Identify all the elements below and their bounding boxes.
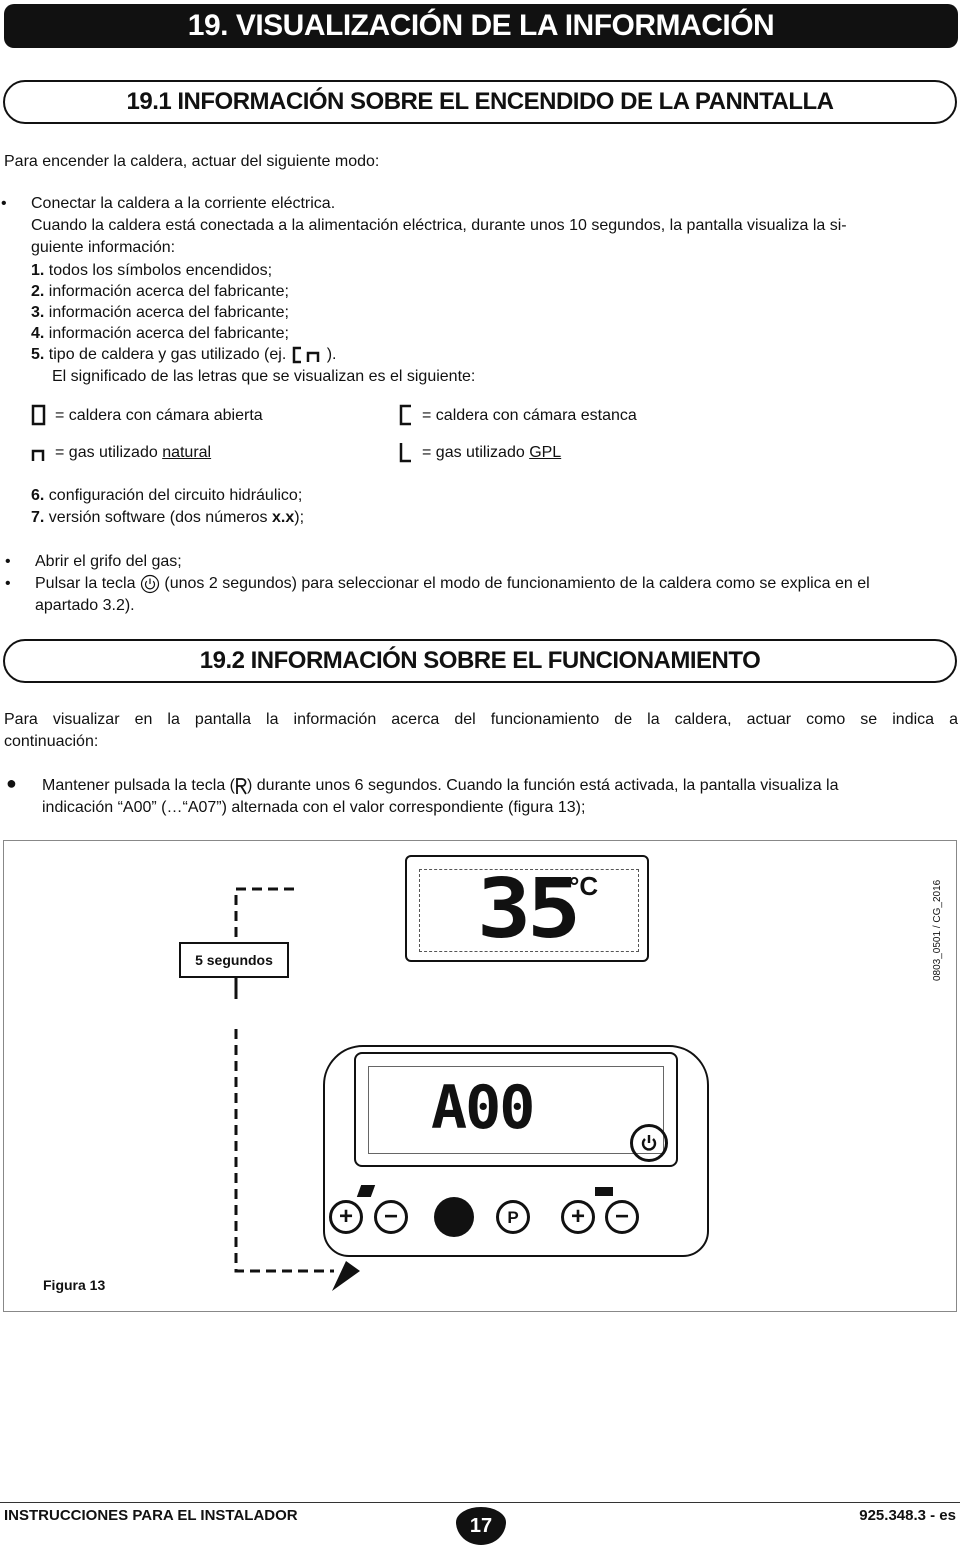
figure-code: 0803_0501 / CG_2016 [932,879,943,981]
section1-intro: Para encender la caldera, actuar del siguiente modo: [4,153,380,170]
power-icon [639,1133,659,1153]
list-item: 4. información acerca del fabricante; [31,325,289,342]
hot-water-icon [595,1187,613,1196]
section2-intro-cont: continuación: [4,733,99,750]
display-code: A00 [431,1073,534,1143]
heating-minus-button[interactable]: − [374,1200,408,1234]
list-item: 7. versión software (dos números x.x); [31,509,305,526]
page-number: 17 [456,1507,506,1545]
section2-intro: Para visualizar en la pantalla la información acerca del funcionamiento de la caldera, actuar como se indica a [4,711,958,728]
footer-right: 925.348.3 - es [859,1507,956,1524]
bullet-dot: ● [6,773,17,793]
segment-cn-icon [291,346,327,364]
segment-n-icon [31,441,47,463]
bullet-power-key: • Pulsar la tecla (unos 2 segundos) para seleccionar el modo de funcionamiento de la caldera como se explica en el [35,573,960,594]
bullet-connect: • Conectar la caldera a la corriente eléctrica. [31,193,335,214]
list-item: 5. tipo de caldera y gas utilizado (ej. ). [31,346,337,363]
display-temp-value: 35 [477,862,577,957]
bullet-connect-cont: Cuando la caldera está conectada a la alimentación eléctrica, durante unos 10 segundos, la pantalla visualiza la si- [31,217,847,234]
power-button[interactable] [630,1124,668,1162]
segment-c-icon [398,404,414,426]
display-temperature [405,855,649,962]
chapter-title: 19. VISUALIZACIÓN DE LA INFORMACIÓN [4,4,958,48]
legend-c: = caldera con cámara estanca [398,404,637,426]
legend-o: = caldera con cámara abierta [31,404,263,426]
control-panel [323,1045,709,1257]
heating-icon [357,1185,375,1197]
bullet-gas: • Abrir el grifo del gas; [35,551,182,572]
list-item: 3. información acerca del fabricante; [31,304,289,321]
bullet-power-key-cont: apartado 3.2). [35,597,135,614]
display-temp-unit: °C [569,871,599,901]
letters-intro: El significado de las letras que se visualizan es el siguiente: [52,368,476,385]
program-button[interactable]: P [496,1200,530,1234]
section-title-19-2: 19.2 INFORMACIÓN SOBRE EL FUNCIONAMIENTO [3,639,957,683]
footer-rule [0,1502,960,1503]
segment-o-icon [31,404,47,426]
list-item: 2. información acerca del fabricante; [31,283,289,300]
legend-n: = gas utilizado natural [31,441,211,463]
figure-caption: Figura 13 [43,1277,106,1293]
bullet-reset-key: Mantener pulsada la tecla ( ) durante unos 6 segundos. Cuando la función está activada, la pantalla visualiza la [42,777,839,794]
reset-button[interactable] [434,1197,474,1237]
panel-screen [354,1052,678,1167]
water-minus-button[interactable]: − [605,1200,639,1234]
list-item: 6. configuración del circuito hidráulico; [31,487,303,504]
figure-13 [3,840,957,1312]
reset-key-icon [235,777,247,795]
five-seconds-label: 5 segundos [179,942,289,978]
segment-l-icon [398,441,414,463]
bullet-reset-key-cont: indicación “A00” (…“A07”) alternada con el valor correspondiente (figura 13); [42,799,586,816]
water-plus-button[interactable]: + [561,1200,595,1234]
footer-left: INSTRUCCIONES PARA EL INSTALADOR [4,1507,298,1524]
bullet-connect-cont2: guiente información: [31,239,176,256]
section-title-19-1: 19.1 INFORMACIÓN SOBRE EL ENCENDIDO DE LA PANNTALLA [3,80,957,124]
heating-plus-button[interactable]: + [329,1200,363,1234]
list-item: 1. todos los símbolos encendidos; [31,262,273,279]
power-key-icon [140,574,160,594]
legend-l: = gas utilizado GPL [398,441,561,463]
